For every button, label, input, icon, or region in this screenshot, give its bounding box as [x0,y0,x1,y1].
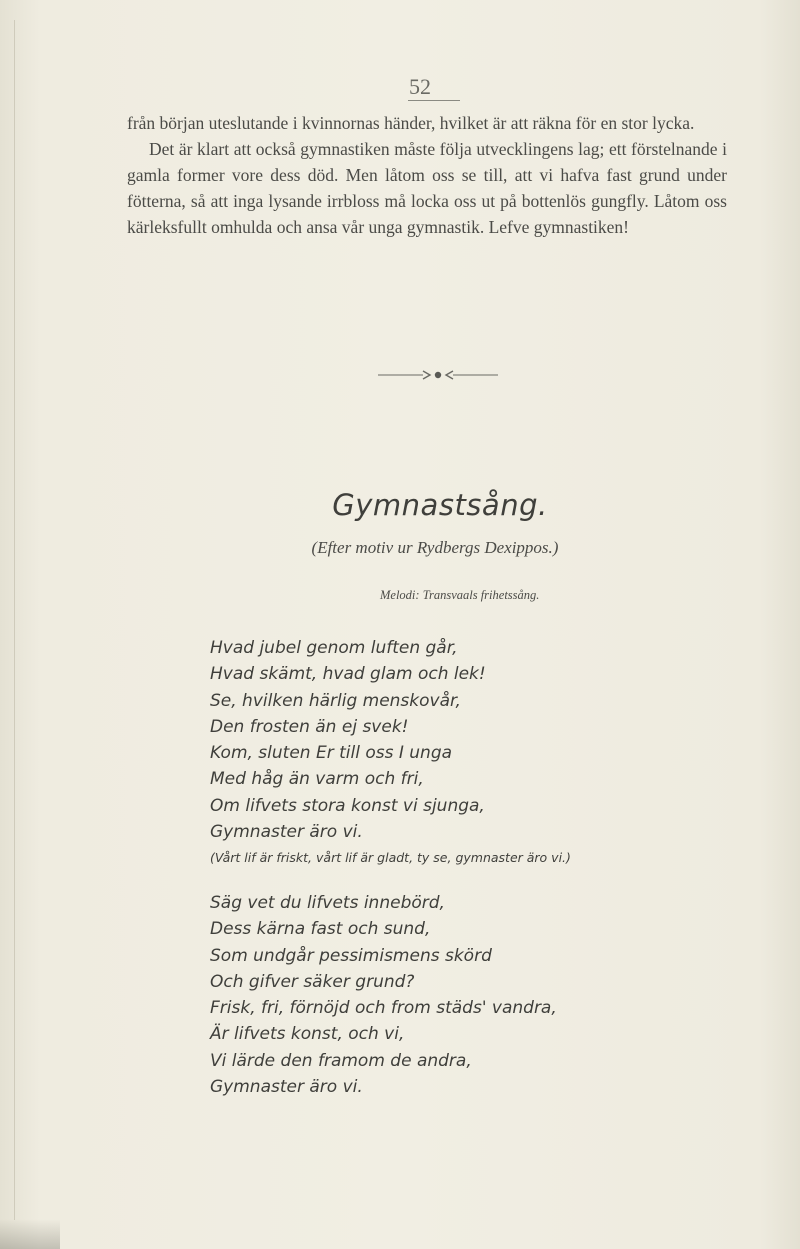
prose-block [127,110,727,240]
stanza-line: Gymnaster äro vi. [210,822,363,843]
stanza-line: Vi lärde den framom de andra, [210,1050,472,1071]
stanza-line: Gymnaster äro vi. [210,1077,363,1098]
page-number: 52 [409,74,431,99]
stanza-1 [210,635,750,869]
stanza-line: Som undgår pessimismens skörd [210,945,492,966]
section-divider-ornament [378,369,498,381]
prose-paragraph-2: Det är klart att också gymnastiken måste följa utvecklingens lag; ett förstelnande i gamla former vore dess död. Men låtom oss se till, att vi hafva fast grund under fötterna, så att inga lysande irrbloss må locka oss ut på bottenlös gungfly. Låtom oss kärleksfullt omhulda och ansa vår unga gymnastik. Lefve gymnastiken! [127,139,727,237]
song-subtitle: (Efter motiv ur Rydbergs Dexippos.) [311,538,559,557]
stanza-line: Är lifvets konst, och vi, [210,1024,405,1045]
stanza-line: Den frosten än ej svek! [210,716,409,737]
refrain-line: (Vårt lif är friskt, vårt lif är gladt, ty se, gymnaster äro vi.) [210,850,571,866]
page-edge-line [14,20,15,1220]
melody-label: Melodi: [380,588,420,602]
stanza-line: Säg vet du lifvets innebörd, [210,893,445,913]
stanza-2 [210,890,750,1100]
page-corner-shadow [0,1219,60,1249]
song-title: Gymnastsång. [332,488,548,522]
stanza-line: Hvad jubel genom luften går, [210,638,458,658]
stanza-line: Frisk, fri, förnöjd och from städs' vandra, [210,998,557,1019]
prose-paragraph-1: från början uteslutande i kvinnornas händer, hvilket är att räkna för en stor lycka. [127,113,695,133]
page-number-rule [408,100,460,101]
melody-note [380,588,710,603]
stanza-line: Om lifvets stora konst vi sjunga, [210,795,485,816]
melody-value: Transvaals frihetssång. [422,588,540,602]
stanza-line: Hvad skämt, hvad glam och lek! [210,664,486,685]
stanza-line: Kom, sluten Er till oss I unga [210,743,453,764]
stanza-line: Med håg än varm och fri, [210,769,424,790]
stanza-line: Se, hvilken härlig menskovår, [210,690,461,711]
stanza-line: Dess kärna fast och sund, [210,919,431,940]
stanza-line: Och gifver säker grund? [210,971,415,992]
